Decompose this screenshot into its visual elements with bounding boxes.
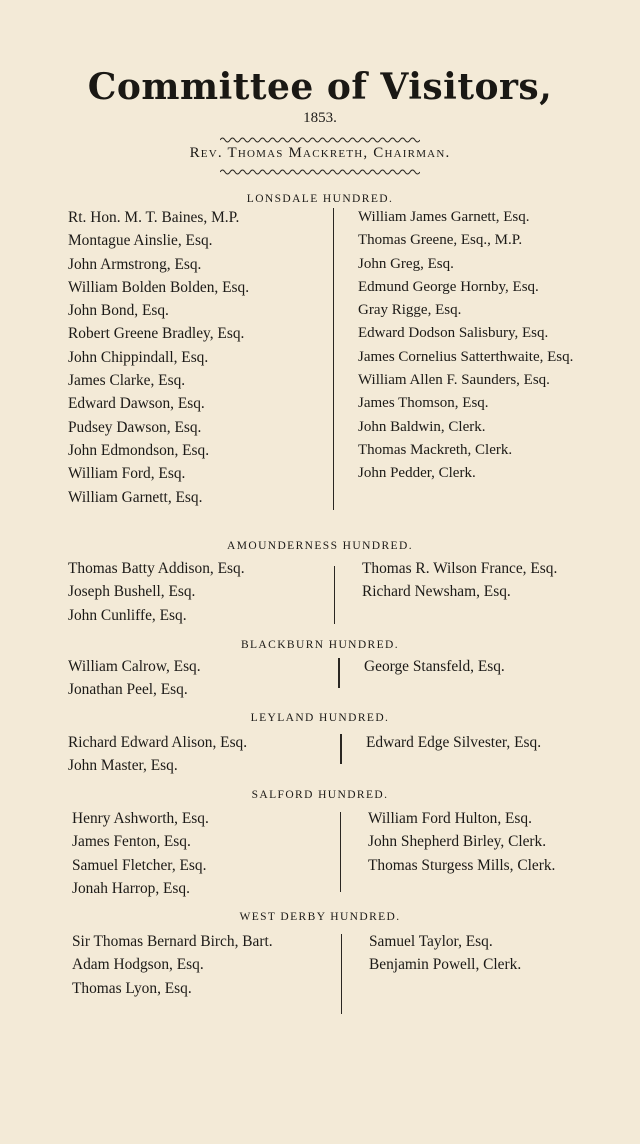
list-item: John Shepherd Birley, Clerk. [368, 833, 547, 851]
column-divider [333, 208, 334, 510]
list-item: Edward Dawson, Esq. [68, 395, 205, 413]
list-item: John Chippindall, Esq. [68, 348, 209, 366]
list-item: Sir Thomas Bernard Birch, Bart. [72, 933, 273, 950]
list-item: James Thomson, Esq. [358, 395, 489, 412]
list-item: John Armstrong, Esq. [68, 255, 202, 273]
list-item: Jonathan Peel, Esq. [68, 681, 188, 699]
west-derby-right-list [369, 930, 521, 977]
list-item: John Edmondson, Esq. [68, 441, 210, 459]
salford-left-list [72, 807, 209, 900]
list-item: Edward Dodson Salisbury, Esq. [358, 325, 549, 342]
list-item: John Cunliffe, Esq. [68, 606, 187, 624]
page-title: Committee of Visitors, [87, 66, 553, 108]
list-item: Henry Ashworth, Esq. [72, 810, 209, 827]
list-item: William Bolden Bolden, Esq. [68, 278, 250, 296]
blackburn-left-list [68, 655, 201, 702]
year-label: 1853. [303, 110, 337, 126]
leyland-left-list [68, 731, 247, 778]
list-item: Jonah Harrop, Esq. [72, 879, 190, 897]
list-item: John Pedder, Clerk. [358, 465, 476, 482]
section-heading-west-derby: WEST DERBY HUNDRED. [239, 911, 401, 923]
blackburn-right-list [364, 655, 505, 678]
list-item: Pudsey Dawson, Esq. [68, 418, 202, 436]
column-divider [340, 812, 341, 892]
list-item: Thomas R. Wilson France, Esq. [362, 560, 558, 577]
list-item: Benjamin Powell, Clerk. [369, 956, 522, 974]
section-heading-salford: SALFORD HUNDRED. [251, 789, 389, 801]
section-heading-amounderness: AMOUNDERNESS HUNDRED. [227, 540, 413, 552]
list-item: Thomas Mackreth, Clerk. [358, 441, 513, 458]
list-item: Richard Newsham, Esq. [362, 583, 511, 601]
list-item: William Calrow, Esq. [68, 658, 201, 675]
section-heading-lonsdale: LONSDALE HUNDRED. [246, 193, 394, 205]
list-item: Robert Greene Bradley, Esq. [68, 325, 245, 343]
amounderness-left-list [68, 557, 245, 627]
wavy-rule-bottom [220, 168, 420, 176]
list-item: Edward Edge Silvester, Esq. [366, 734, 542, 751]
list-item: John Baldwin, Clerk. [358, 418, 486, 435]
list-item: George Stansfeld, Esq. [364, 658, 505, 675]
list-item: John Master, Esq. [68, 757, 178, 775]
column-divider [340, 734, 342, 764]
salford-right-list [368, 807, 555, 877]
leyland-right-list [366, 731, 541, 754]
list-item: Thomas Greene, Esq., M.P. [358, 232, 523, 249]
column-divider [341, 934, 342, 1014]
list-item: William Ford, Esq. [68, 465, 186, 483]
column-divider [334, 566, 335, 624]
list-item: Edmund George Hornby, Esq. [358, 278, 539, 295]
list-item: Rt. Hon. M. T. Baines, M.P. [68, 209, 240, 226]
list-item: William Ford Hulton, Esq. [368, 810, 532, 827]
amounderness-right-list [362, 557, 557, 604]
list-item: Richard Edward Alison, Esq. [68, 734, 248, 751]
chairman-line: Rev. Thomas Mackreth, Chairman. [189, 145, 451, 161]
lonsdale-left-list [68, 206, 249, 509]
column-divider [338, 658, 340, 688]
list-item: Joseph Bushell, Esq. [68, 583, 196, 601]
wavy-rule-top [220, 136, 420, 144]
list-item: James Cornelius Satterthwaite, Esq. [358, 348, 574, 365]
list-item: James Fenton, Esq. [72, 833, 191, 851]
list-item: William Garnett, Esq. [68, 488, 203, 506]
section-heading-blackburn: BLACKBURN HUNDRED. [240, 639, 400, 651]
section-heading-leyland: LEYLAND HUNDRED. [250, 712, 390, 724]
list-item: James Clarke, Esq. [68, 372, 186, 390]
list-item: Thomas Sturgess Mills, Clerk. [368, 856, 556, 874]
list-item: Samuel Taylor, Esq. [369, 933, 493, 950]
list-item: John Greg, Esq. [358, 255, 454, 272]
list-item: Samuel Fletcher, Esq. [72, 856, 207, 874]
lonsdale-right-list [358, 206, 573, 486]
west-derby-left-list [72, 930, 273, 1000]
list-item: John Bond, Esq. [68, 302, 169, 320]
list-item: Thomas Batty Addison, Esq. [68, 560, 245, 577]
list-item: William James Garnett, Esq. [358, 209, 530, 225]
list-item: Thomas Lyon, Esq. [72, 979, 192, 997]
list-item: Montague Ainslie, Esq. [68, 232, 213, 250]
list-item: Gray Rigge, Esq. [358, 302, 462, 319]
list-item: William Allen F. Saunders, Esq. [358, 372, 550, 389]
list-item: Adam Hodgson, Esq. [72, 956, 204, 974]
